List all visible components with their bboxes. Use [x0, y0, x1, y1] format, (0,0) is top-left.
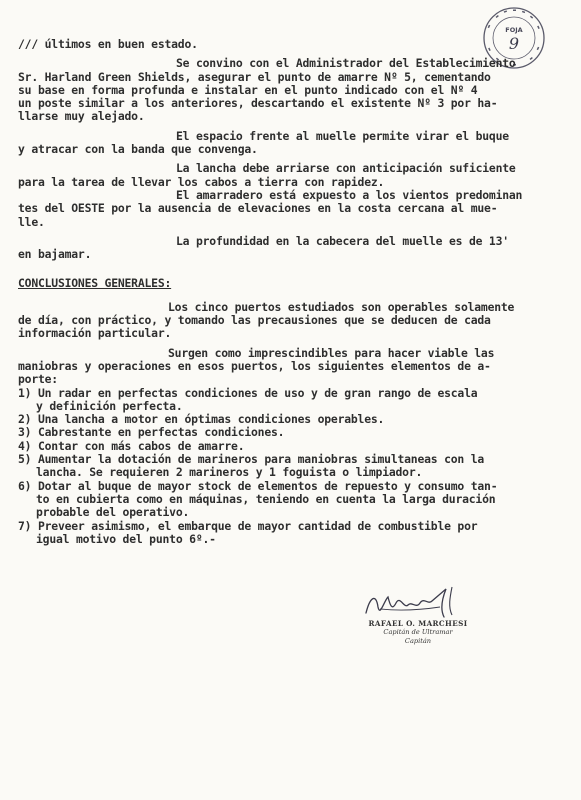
body-line: para la tarea de llevar los cabos a tierra con rapidez. — [18, 174, 385, 189]
body-line: su base en forma profunda e instalar en el punto indicado con el Nº 4 — [18, 82, 478, 97]
list-item: 1) Un radar en perfectas condiciones de uso y de gran rango de escala — [18, 385, 478, 400]
list-item: 5) Aumentar la dotación de marineros para maniobras simultaneas con la — [18, 452, 485, 467]
list-item: 3) Cabrestante en perfectas condiciones. — [18, 425, 285, 440]
conclusions-paragraph-line: porte: — [18, 372, 58, 387]
body-line: La lancha debe arriarse con anticipación suficiente — [176, 161, 516, 176]
body-line: lle. — [18, 214, 45, 229]
list-item-continuation: lancha. Se requieren 2 marineros y 1 foguista o limpiador. — [36, 465, 423, 480]
body-line: El espacio frente al muelle permite virar el buque — [176, 128, 509, 143]
body-line: llarse muy alejado. — [18, 109, 145, 124]
list-item-continuation: to en cubierta como en máquinas, teniendo en cuenta la larga duración — [36, 491, 496, 506]
list-item-continuation: probable del operativo. — [36, 505, 190, 520]
body-line: en bajamar. — [18, 247, 92, 262]
body-line: Se convino con el Administrador del Establecimiento — [176, 56, 516, 71]
list-item-continuation: y definición perfecta. — [36, 398, 183, 413]
body-line: un poste similar a los anteriores, descartando el existente Nº 3 por ha- — [18, 96, 498, 111]
body-line: Sr. Harland Green Shields, asegurar el punto de amarre Nº 5, cementando — [18, 69, 491, 84]
conclusions-paragraph-line: Surgen como imprescindibles para hacer viable las — [168, 345, 495, 360]
list-item-continuation: igual motivo del punto 6º.- — [36, 531, 216, 546]
body-line: y atracar con la banda que convenga. — [18, 142, 258, 157]
list-item: 2) Una lancha a motor en óptimas condiciones operables. — [18, 412, 385, 427]
body-line: /// últimos en buen estado. — [18, 37, 198, 51]
signature-block — [348, 583, 488, 646]
list-item: 4) Contar con más cabos de amarre. — [18, 438, 245, 453]
conclusions-list — [18, 387, 566, 547]
conclusions-paragraph-line: Los cinco puertos estudiados son operables solamente — [168, 299, 515, 314]
handwritten-signature — [360, 583, 470, 621]
list-item: 6) Dotar al buque de mayor stock de elementos de repuesto y consumo tan- — [18, 478, 498, 493]
stamp-number: 9 — [508, 34, 520, 53]
conclusions-heading: CONCLUSIONES GENERALES: — [18, 276, 172, 291]
body-line: La profundidad en la cabecera del muelle es de 13' — [176, 233, 509, 248]
body-line: tes del OESTE por la ausencia de elevaciones en la costa cercana al mue- — [18, 201, 498, 216]
conclusions-paragraph-line: de día, con práctico, y tomando las precausiones que se deducen de cada — [18, 313, 491, 328]
body-line: El amarradero está expuesto a los vientos predominan — [176, 187, 523, 202]
signatory-title: Capitán de Ultramar — [383, 628, 453, 636]
signatory-name: RAFAEL O. MARCHESI — [368, 619, 468, 628]
conclusions-paragraph-line: información particular. — [18, 326, 172, 341]
signatory-role: Capitán — [404, 637, 432, 645]
stamp-label: FOJA — [505, 26, 523, 34]
conclusions-paragraph-line: maniobras y operaciones en esos puertos, los siguientes elementos de a- — [18, 358, 491, 373]
list-item: 7) Preveer asimismo, el embarque de mayor cantidad de combustible por — [18, 518, 478, 533]
letter-body — [18, 38, 566, 546]
